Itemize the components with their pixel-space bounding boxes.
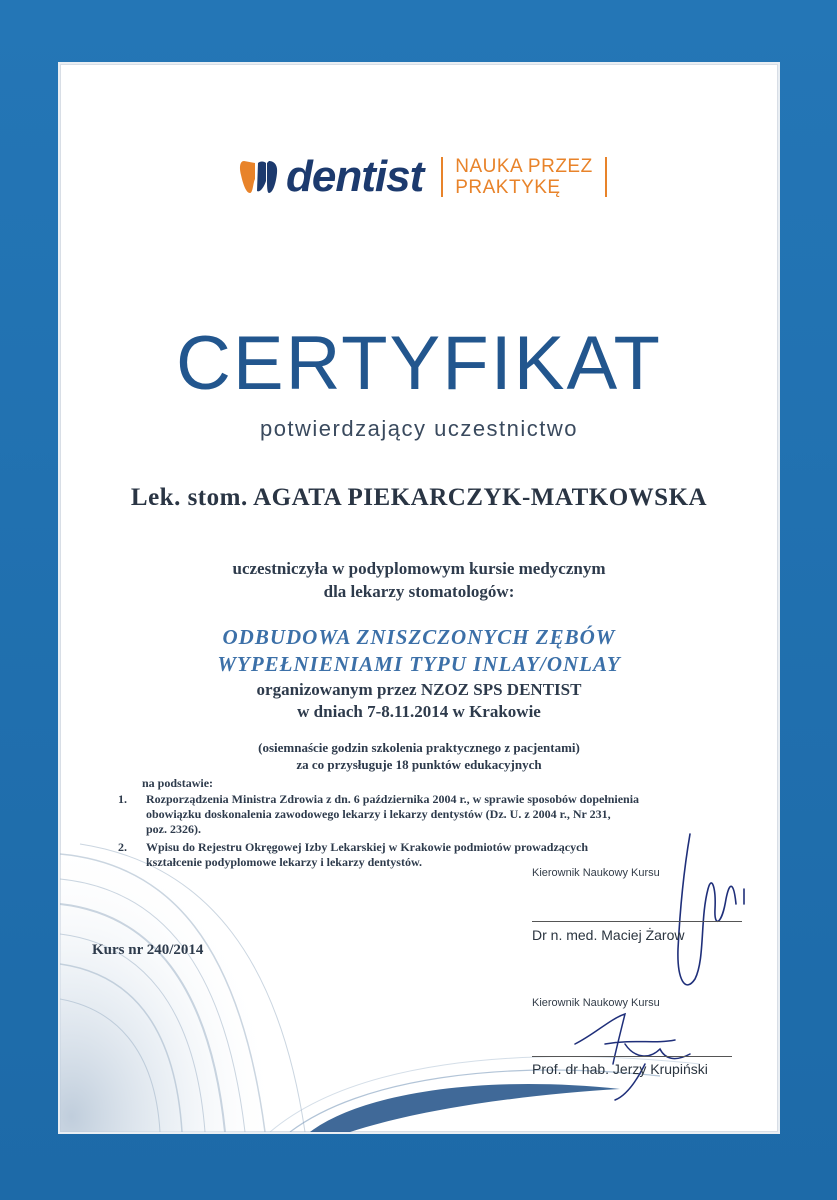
participation-line-1: uczestniczyła w podyplomowym kursie medycznym [232, 559, 606, 578]
basis-item-number: 2. [118, 840, 127, 854]
logo-divider [441, 157, 443, 197]
basis-item [146, 840, 588, 870]
basis-item-text: kształcenie podyplomowe lekarzy i lekarzy dentystów. [146, 855, 422, 869]
recipient-name: Lek. stom. AGATA PIEKARCZYK-MATKOWSKA [130, 484, 708, 511]
certificate-sheet [58, 62, 780, 1134]
dates-line: w dniach 7-8.11.2014 w Krakowie [297, 702, 541, 721]
signature-line-1 [532, 921, 742, 922]
signature-scribble-1 [660, 829, 760, 999]
signature-line-2 [532, 1056, 732, 1057]
course-title-line-1: ODBUDOWA ZNISZCZONYCH ZĘBÓW [222, 625, 616, 649]
signature-name-1: Dr n. med. Maciej Żarow [532, 927, 685, 943]
signature-name-2: Prof. dr hab. Jerzy Krupiński [532, 1061, 708, 1077]
organizer-line: organizowanym przez NZOZ SPS DENTIST [256, 680, 582, 699]
logo-divider-right [605, 157, 607, 197]
logo-tagline-line2: PRAKTYKĘ [455, 177, 561, 198]
basis-item [146, 792, 639, 837]
basis-item-number: 1. [118, 792, 127, 806]
course-title-line-2: WYPEŁNIENIAMI TYPU INLAY/ONLAY [217, 652, 621, 676]
basis-item-text: obowiązku doskonalenia zawodowego lekarzy i lekarzy dentystów (Dz. U. z 2004 r., Nr 231, [146, 807, 611, 821]
dentist-logo [238, 152, 607, 202]
basis-item-text: Rozporządzenia Ministra Zdrowia z dn. 6 października 2004 r., w sprawie sposobów dopełnienia [146, 792, 640, 806]
participation-line-2: dla lekarzy stomatologów: [323, 582, 515, 601]
hours-note: (osiemnaście godzin szkolenia praktycznego z pacjentami) [258, 740, 580, 755]
basis-item-text: poz. 2326). [146, 822, 201, 836]
signature-role-1: Kierownik Naukowy Kursu [532, 867, 660, 879]
signature-scribble-2 [565, 1004, 715, 1104]
certificate-subtitle: potwierdzający uczestnictwo [259, 416, 579, 441]
course-number: Kurs nr 240/2014 [92, 942, 204, 958]
logo-tagline-line1: NAUKA PRZEZ [455, 156, 593, 177]
basis-item-text: Wpisu do Rejestru Okręgowej Izby Lekarskiej w Krakowie podmiotów prowadzących [146, 840, 589, 854]
basis-label: na podstawie: [142, 776, 214, 790]
certificate-title: CERTYFIKAT [176, 321, 662, 406]
points-note: za co przysługuje 18 punktów edukacyjnych [296, 757, 542, 772]
signature-role-2: Kierownik Naukowy Kursu [532, 997, 660, 1009]
tooth-logo-icon [238, 157, 284, 197]
logo-tagline [455, 156, 592, 198]
logo-wordmark: dentist [286, 152, 424, 201]
